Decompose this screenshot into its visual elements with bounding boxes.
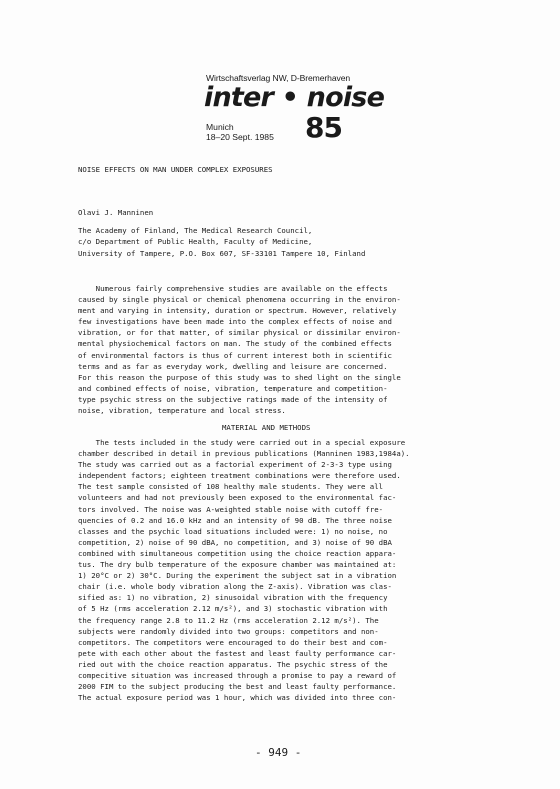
text-line: subjects were randomly divided into two groups: competitors and non-: [78, 626, 379, 636]
text-line: Numerous fairly comprehensive studies are available on the effects: [78, 284, 388, 293]
text-line: competition, 2) noise of 90 dBA, no competition, and 3) noise of 90 dBA: [78, 537, 392, 547]
author-name: Olavi J. Manninen: [78, 208, 154, 217]
text-line: For this reason the purpose of this study was to shed light on the single: [78, 372, 401, 382]
methods-paragraph: [78, 437, 488, 703]
text-line: tors involved. The noise was A-weighted stable noise with cutoff fre-: [78, 504, 384, 514]
text-line: tus. The dry bulb temperature of the exposure chamber was maintained at:: [78, 560, 397, 570]
text-line: compecitive situation was increased through a promise to pay a reward of: [78, 670, 397, 680]
text-line: and combined effects of noise, vibration, temperature and competition-: [78, 383, 388, 393]
text-line: sified as: 1) no vibration, 2) sinusoidal vibration with the frequency: [78, 593, 388, 603]
affiliation-line: The Academy of Finland, The Medical Research Council,: [78, 226, 313, 235]
paper-title: NOISE EFFECTS ON MAN UNDER COMPLEX EXPOSURES: [78, 165, 273, 174]
conference-venue: [206, 122, 274, 142]
text-line: independent factors; eighteen treatment combinations were therefore used.: [78, 471, 401, 481]
page-number: - 949 -: [255, 746, 302, 759]
text-line: competitors. The competitors were encouraged to do their best and com-: [78, 637, 388, 647]
text-line: the frequency range 2.8 to 11.2 Hz (rms acceleration 2.12 m/s²). The: [78, 615, 379, 625]
publisher-line: Wirtschaftsverlag NW, D-Bremerhaven: [206, 73, 351, 83]
affiliation-line: University of Tampere, P.O. Box 607, SF-33101 Tampere 10, Finland: [78, 248, 366, 258]
text-line: The tests included in the study were carried out in a special exposure: [78, 438, 406, 447]
text-line: mental physiochemical factors on man. The study of the combined effects: [78, 339, 392, 349]
introduction-paragraph: [78, 283, 488, 416]
text-line: vibration, or for that matter, of similar physical or dissimilar environ-: [78, 328, 401, 338]
text-line: 1) 20°C or 2) 30°C. During the experiment the subject sat in a vibration: [78, 571, 397, 581]
text-line: pete with each other about the fastest and least faulty performance car-: [78, 648, 397, 658]
conference-year: 85: [305, 111, 342, 144]
text-line: chamber described in detail in previous publications (Manninen 1983,1984a).: [78, 449, 410, 459]
affiliation: [78, 225, 365, 259]
text-line: volunteers and had not previously been exposed to the environmental fac-: [78, 493, 397, 503]
text-line: terms and as far as everyday work, dwelling and leisure are concerned.: [78, 361, 388, 371]
text-line: The study was carried out as a factorial experiment of 2-3-3 type using: [78, 460, 392, 470]
text-line: classes and the psychic load situations included were: 1) no noise, no: [78, 526, 388, 536]
conference-dates: 18–20 Sept. 1985: [206, 132, 274, 142]
text-line: quencies of 0.2 and 16.0 kHz and an intensity of 90 dB. The three noise: [78, 515, 392, 525]
conference-city: Munich: [206, 122, 234, 132]
text-line: ried out with the choice reaction apparatus. The psychic stress of the: [78, 659, 388, 669]
text-line: combined with simultaneous competition using the choice reaction appara-: [78, 548, 397, 558]
text-line: noise, vibration, temperature and local stress.: [78, 406, 286, 416]
text-line: chair (i.e. whole body vibration along the Z-axis). Vibration was clas-: [78, 582, 392, 592]
affiliation-line: c/o Department of Public Health, Faculty of Medicine,: [78, 237, 313, 247]
text-line: 2000 FIM to the subject producing the best and least faulty performance.: [78, 682, 397, 692]
text-line: of 5 Hz (rms acceleration 2.12 m/s²), and 3) stochastic vibration with: [78, 604, 388, 614]
section-heading: MATERIAL AND METHODS: [222, 423, 311, 432]
text-line: caused by single physical or chemical phenomena occurring in the environ-: [78, 295, 401, 305]
text-line: ment and varying in intensity, duration or spectrum. However, relatively: [78, 306, 397, 316]
text-line: The test sample consisted of 108 healthy male students. They were all: [78, 482, 384, 492]
conference-logo: inter • noise: [204, 82, 385, 113]
text-line: The actual exposure period was 1 hour, which was divided into three con-: [78, 693, 397, 703]
text-line: type psychic stress on the subjective ratings made of the intensity of: [78, 394, 388, 404]
text-line: few investigations have been made into the complex effects of noise and: [78, 317, 392, 327]
text-line: of environmental factors is thus of current interest both in scientific: [78, 350, 392, 360]
